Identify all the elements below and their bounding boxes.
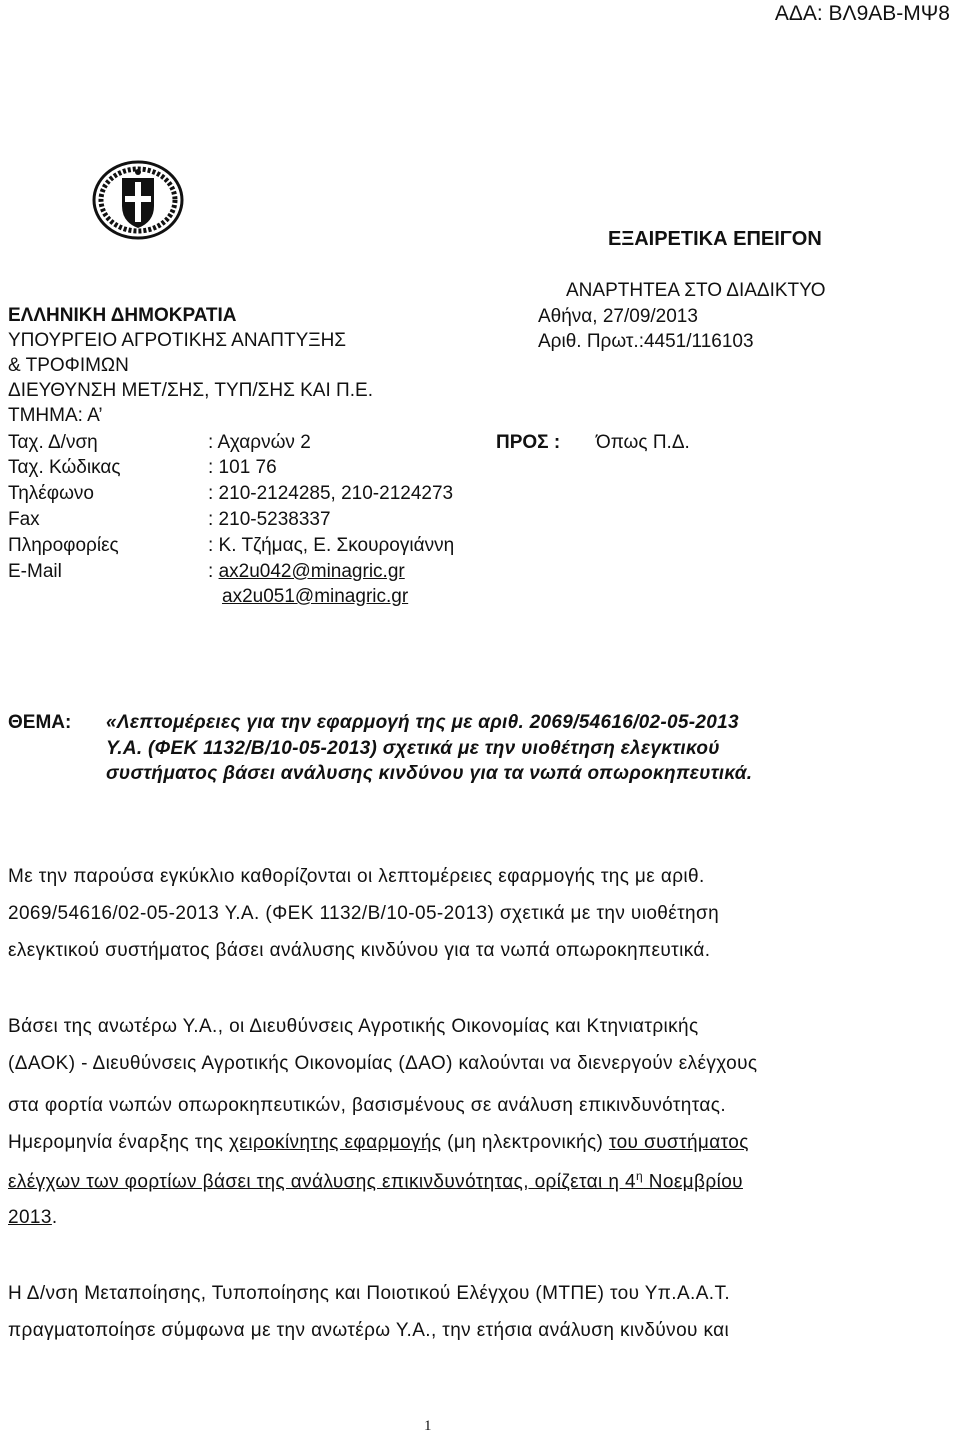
protocol-number: Αριθ. Πρωτ.:4451/116103	[538, 331, 754, 352]
postcode-label: Ταχ. Κώδικας	[8, 457, 121, 478]
page-number: 1	[424, 1418, 432, 1434]
paragraph-1-line-3: ελεγκτικού συστήματος βάσει ανάλυσης κινδύνου για τα νωπά οπωροκηπευτικά.	[8, 940, 711, 961]
ministry-line-1: ΥΠΟΥΡΓΕΙΟ ΑΓΡΟΤΙΚΗΣ ΑΝΑΠΤΥΞΗΣ	[8, 330, 347, 351]
paragraph-2-line-4	[8, 1132, 749, 1154]
paragraph-1-line-1: Με την παρούσα εγκύκλιο καθορίζονται οι λεπτομέρειες εφαρμογής της με αριθ.	[8, 866, 705, 887]
email-link-2	[222, 586, 408, 608]
ministry-line-2: & ΤΡΟΦΙΜΩΝ	[8, 355, 129, 376]
recipient-value: Όπως Π.Δ.	[596, 432, 690, 453]
start-date-text-a: Ημερομηνία έναρξης της	[8, 1132, 229, 1153]
ada-code: ΑΔΑ: ΒΛ9ΑΒ-ΜΨ8	[774, 2, 950, 25]
paragraph-2-line-1: Βάσει της ανωτέρω Υ.Α., οι Διευθύνσεις Αγροτικής Οικονομίας και Κτηνιατρικής	[8, 1016, 699, 1037]
email-label: E-Mail	[8, 561, 62, 582]
postcode-value: : 101 76	[208, 457, 277, 478]
paragraph-2-line-3: στα φορτία νωπών οπωροκηπευτικών, βασισμένους σε ανάλυση επικινδυνότητας.	[8, 1095, 726, 1116]
department-name: ΤΜΗΜΑ: Α’	[8, 405, 103, 426]
paragraph-2-line-2: (ΔΑΟΚ) - Διευθύνσεις Αγροτικής Οικονομίας (ΔΑΟ) καλούνται να διενεργούν ελέγχους	[8, 1053, 758, 1074]
subject-label: ΘΕΜΑ:	[8, 712, 72, 733]
info-value: : Κ. Τζήμας, Ε. Σκουρογιάννη	[208, 535, 455, 556]
urgency-label: ΕΞΑΙΡΕΤΙΚΑ ΕΠΕΙΓΟΝ	[608, 228, 822, 250]
paragraph-3-line-2: πραγματοποίησε σύμφωνα με την ανωτέρω Υ.Α., την ετήσια ανάλυση κινδύνου και	[8, 1320, 730, 1341]
start-date-text-b: (μη ηλεκτρονικής)	[441, 1132, 609, 1153]
paragraph-1-line-2: 2069/54616/02-05-2013 Υ.Α. (ΦΕΚ 1132/Β/10-05-2013) σχετικά με την υιοθέτηση	[8, 903, 720, 924]
sentence-end: .	[51, 1207, 58, 1228]
paragraph-2-line-6	[8, 1207, 58, 1229]
directorate-name: ΔΙΕΥΘΥΝΣΗ ΜΕΤ/ΣΗΣ, ΤΥΠ/ΣΗΣ ΚΑΙ Π.Ε.	[8, 380, 373, 401]
system-underlined: του συστήματος	[608, 1132, 749, 1153]
subject-line-2: Υ.Α. (ΦΕΚ 1132/Β/10-05-2013) σχετικά με την υιοθέτηση ελεγκτικού	[106, 738, 720, 759]
greek-coat-of-arms-icon	[92, 160, 184, 240]
phone-value: : 210-2124285, 210-2124273	[208, 483, 454, 504]
fax-value: : 210-5238337	[208, 509, 331, 530]
checks-text: ελέγχων των φορτίων βάσει της ανάλυσης επικινδυνότητας, ορίζεται η 4	[8, 1171, 636, 1193]
subject-line-1: «Λεπτομέρειες για την εφαρμογή της με αριθ. 2069/54616/02-05-2013	[106, 712, 739, 733]
recipient-label: ΠΡΟΣ :	[496, 432, 561, 453]
paragraph-2-line-5	[8, 1169, 743, 1193]
ordinal-superscript: η	[635, 1169, 644, 1183]
year-underlined: 2013	[8, 1207, 52, 1228]
paragraph-3-line-1: Η Δ/νση Μεταποίησης, Τυποποίησης και Ποιοτικού Ελέγχου (ΜΤΠΕ) του Υπ.Α.Α.Τ.	[8, 1283, 731, 1304]
subject-line-3: συστήματος βάσει ανάλυσης κινδύνου για τα νωπά οπωροκηπευτικά.	[106, 763, 753, 784]
info-label: Πληροφορίες	[8, 535, 119, 556]
posting-notice: ΑΝΑΡΤΗΤΕΑ ΣΤΟ ΔΙΑΔΙΚΤΥΟ	[566, 280, 826, 301]
address-value: : Αχαρνών 2	[208, 432, 311, 453]
email-prefix: :	[208, 561, 219, 582]
document-date: Αθήνα, 27/09/2013	[538, 306, 698, 327]
email-link-1[interactable]: ax2u042@minagric.gr	[218, 561, 405, 582]
manual-application-underlined: χειροκίνητης εφαρμογής	[229, 1132, 442, 1153]
country-name: ΕΛΛΗΝΙΚΗ ΔΗΜΟΚΡΑΤΙΑ	[8, 305, 237, 326]
month-text: Νοεμβρίου	[643, 1171, 743, 1193]
phone-label: Τηλέφωνο	[8, 483, 94, 504]
address-label: Ταχ. Δ/νση	[8, 432, 98, 453]
fax-label: Fax	[8, 509, 40, 530]
email-row	[208, 561, 405, 583]
email-link-2-text[interactable]: ax2u051@minagric.gr	[222, 586, 409, 607]
